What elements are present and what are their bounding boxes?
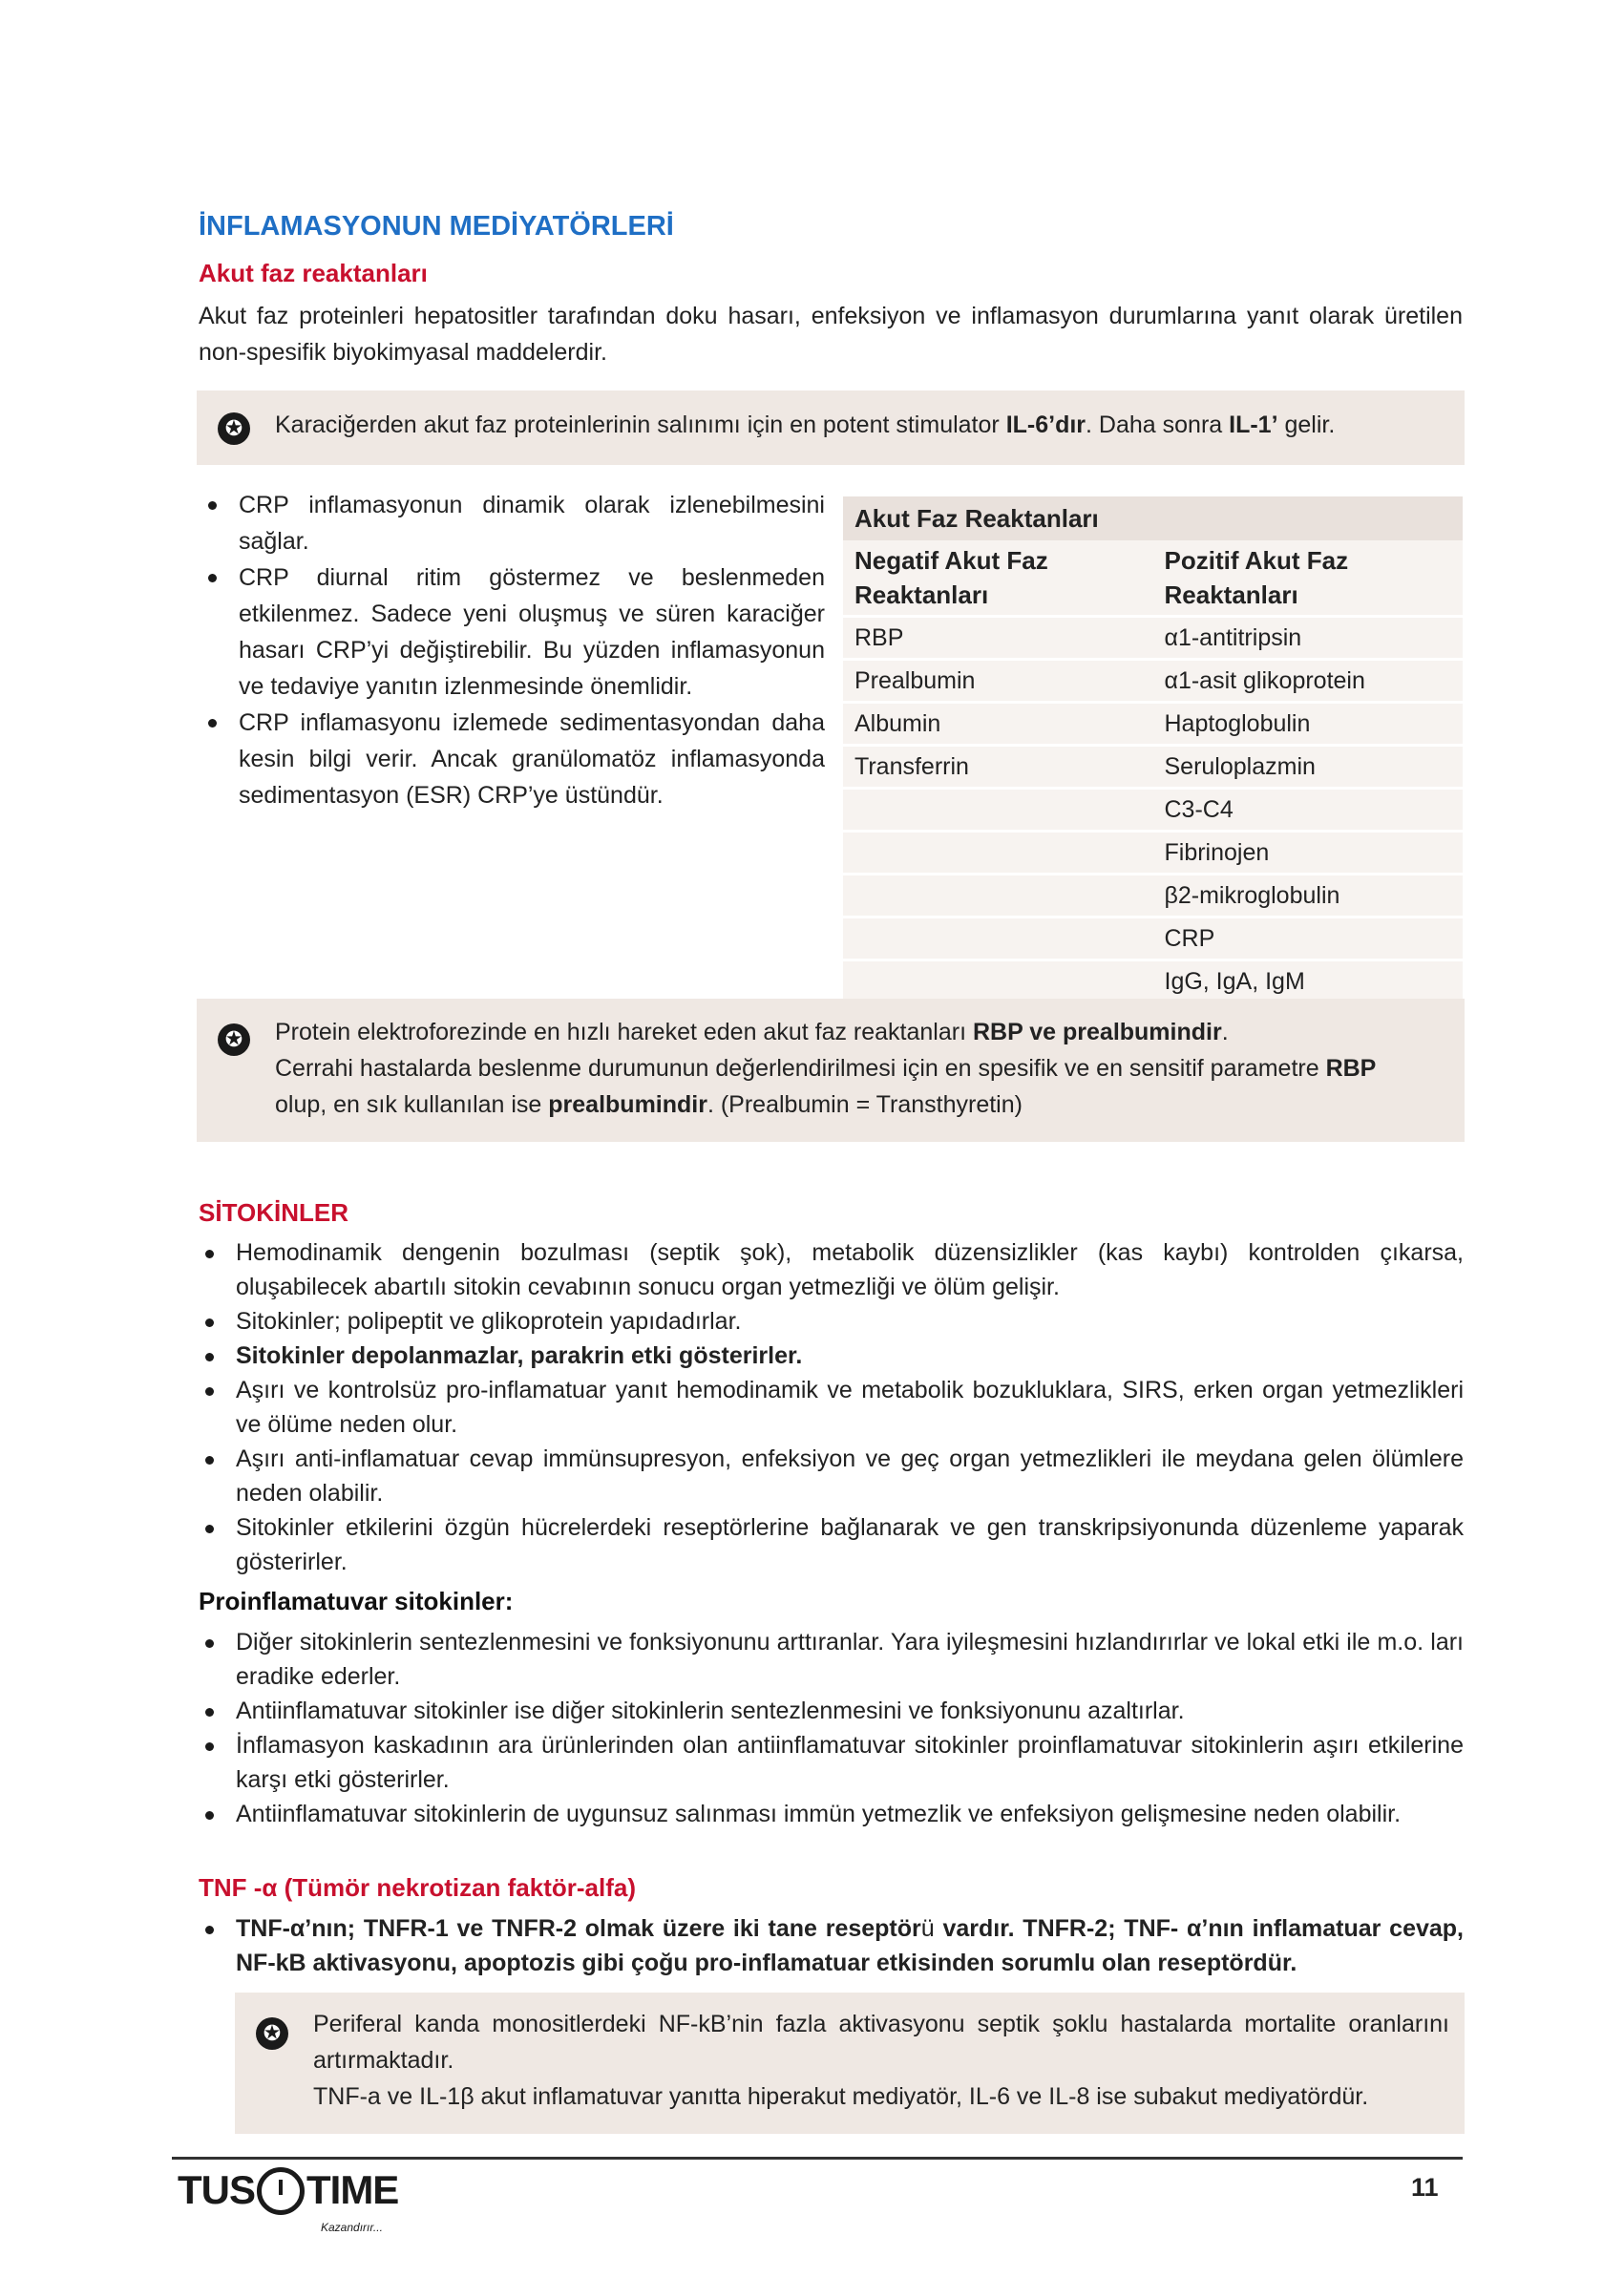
table-cell [843,875,1153,918]
table-row [843,703,1463,746]
table-row [843,918,1463,960]
section-title-cytokines: SİTOKİNLER [199,1198,348,1227]
list-item: CRP inflamasyonun dinamik olarak izlenebilmesini sağlar. [200,487,825,559]
list-item: Antiinflamatuvar sitokinlerin de uygunsuz salınması immün yetmezlik ve enfeksiyon gelişmesine neden olabilir. [198,1797,1464,1831]
table-cell: C3-C4 [1153,789,1464,832]
table-caption: Akut Faz Reaktanları [843,496,1463,540]
note-text: Karaciğerden akut faz proteinlerinin salınımı için en potent stimulator IL-6’dır. Daha sonra IL-1’ gelir. [275,411,1336,438]
note-box-nfkb [235,1993,1465,2134]
table-header-negative: Negatif Akut Faz Reaktanları [843,540,1153,617]
note-box-il6 [197,390,1465,465]
list-item: CRP inflamasyonu izlemede sedimentasyondan daha kesin bilgi verir. Ancak granülomatöz inflamasyonda sedimentasyon (ESR) CRP’ye üstündür. [200,705,825,813]
tustime-logo [178,2167,399,2234]
table-row [843,746,1463,789]
list-item: Antiinflamatuvar sitokinler ise diğer sitokinlerin sentezlenmesini ve fonksiyonunu azaltırlar. [198,1694,1464,1728]
logo-text-right: TIME [306,2167,399,2212]
table-row [843,660,1463,703]
logo-text-left: TUS [178,2167,255,2212]
section-title: İNFLAMASYONUN MEDİYATÖRLERİ [199,211,674,242]
list-item: TNF-α’nın; TNFR-1 ve TNFR-2 olmak üzere iki tane reseptörü vardır. TNFR-2; TNF- α’nın inflamatuar cevap, NF-kB aktivasyonu, apoptozis gibi çoğu pro-inflamatuar etkisinden sorumlu olan reseptördür. [198,1911,1464,1980]
table-cell [843,918,1153,960]
proinflammatory-subtitle: Proinflamatuvar sitokinler: [199,1587,514,1615]
table-cell: Haptoglobulin [1153,703,1464,746]
table-row [843,617,1463,660]
subsection-title: Akut faz reaktanları [199,259,428,287]
table-cell: Fibrinojen [1153,832,1464,875]
clock-icon [257,2167,305,2215]
list-item: Diğer sitokinlerin sentezlenmesini ve fonksiyonunu arttıranlar. Yara iyileşmesini hızlandırırlar ve lokal etki ile m.o. ları eradike ederler. [198,1625,1464,1694]
table-cell: IgG, IgA, IgM [1153,960,1464,1003]
star-icon: ✪ [218,1023,250,1056]
table-cell: Albumin [843,703,1153,746]
list-item: Sitokinler etkilerini özgün hücrelerdeki reseptörlerine bağlanarak ve gen transkripsiyonunda düzenleme yaparak gösterirler. [198,1510,1464,1579]
note-text: Periferal kanda monositlerdeki NF-kB’nin fazla aktivasyonu septik şoklu hastalarda mortalite oranlarını artırmaktadır. TNF-a ve IL-1β akut inflamatuvar yanıtta hiperakut mediyatör, IL-6 ve IL-8 ise subakut mediyatördür. [313,2011,1449,2110]
list-item: İnflamasyon kaskadının ara ürünlerinden olan antiinflamatuvar sitokinler proinflamatuvar sitokinlerin aşırı etkilerine karşı etki gösterirler. [198,1728,1464,1797]
table-row [843,832,1463,875]
list-item: Sitokinler depolanmazlar, parakrin etki gösterirler. [198,1339,1464,1373]
section-title-tnf: TNF -α (Tümör nekrotizan faktör-alfa) [199,1873,636,1902]
list-item: Aşırı anti-inflamatuar cevap immünsupresyon, enfeksiyon ve geç organ yetmezlikleri ile meydana gelen ölümlere neden olabilir. [198,1442,1464,1510]
table-cell: β2-mikroglobulin [1153,875,1464,918]
star-icon: ✪ [256,2017,288,2050]
table-cell [843,789,1153,832]
table-cell: Prealbumin [843,660,1153,703]
table-cell: α1-antitripsin [1153,617,1464,660]
table-cell: α1-asit glikoprotein [1153,660,1464,703]
list-item: Aşırı ve kontrolsüz pro-inflamatuar yanıt hemodinamik ve metabolik bozukluklara, SIRS, erken organ yetmezlikleri ve ölüme neden olur. [198,1373,1464,1442]
logo-tagline: Kazandırır... [321,2221,383,2234]
table-cell: RBP [843,617,1153,660]
list-item: Hemodinamik dengenin bozulması (septik şok), metabolik düzensizlikler (kas kaybı) kontrolden çıkarsa, oluşabilecek abartılı sitokin cevabının sonucu organ yetmezliği ve ölüm gelişir. [198,1235,1464,1304]
acute-phase-table [843,496,1463,1004]
page-number: 11 [1411,2173,1439,2202]
table-row [843,960,1463,1003]
list-item: CRP diurnal ritim göstermez ve beslenmeden etkilenmez. Sadece yeni oluşmuş ve süren karaciğer hasarı CRP’yi değiştirebilir. Bu yüzden inflamasyonun ve tedaviye yanıtın izlenmesinde önemlidir. [200,559,825,705]
list-item: Sitokinler; polipeptit ve glikoprotein yapıdadırlar. [198,1304,1464,1339]
intro-paragraph: Akut faz proteinleri hepatositler tarafından doku hasarı, enfeksiyon ve inflamasyon durumlarına yanıt olarak üretilen non-spesifik biyokimyasal maddelerdir. [199,303,1463,366]
footer-divider [172,2157,1463,2160]
proinflammatory-bullet-list [198,1625,1464,1831]
note-text: Protein elektroforezinde en hızlı hareket eden akut faz reaktanları RBP ve prealbumindir. Cerrahi hastalarda beslenme durumunun değerlendirilmesi için en spesifik ve en sensitif parametre RBP olup, en sık kullanılan ise prealbumindir. (Prealbumin = Transthyretin) [275,1019,1377,1118]
table-row [843,875,1463,918]
cytokine-bullet-list [198,1235,1464,1579]
table-header-positive: Pozitif Akut Faz Reaktanları [1153,540,1464,617]
star-icon: ✪ [218,412,250,445]
table-row [843,789,1463,832]
note-box-electrophoresis [197,999,1465,1142]
table-cell: Transferrin [843,746,1153,789]
tnf-bullet-list [198,1911,1464,1980]
crp-bullet-list [200,487,825,813]
table-cell: Seruloplazmin [1153,746,1464,789]
table-cell: CRP [1153,918,1464,960]
table-cell [843,832,1153,875]
table-cell [843,960,1153,1003]
